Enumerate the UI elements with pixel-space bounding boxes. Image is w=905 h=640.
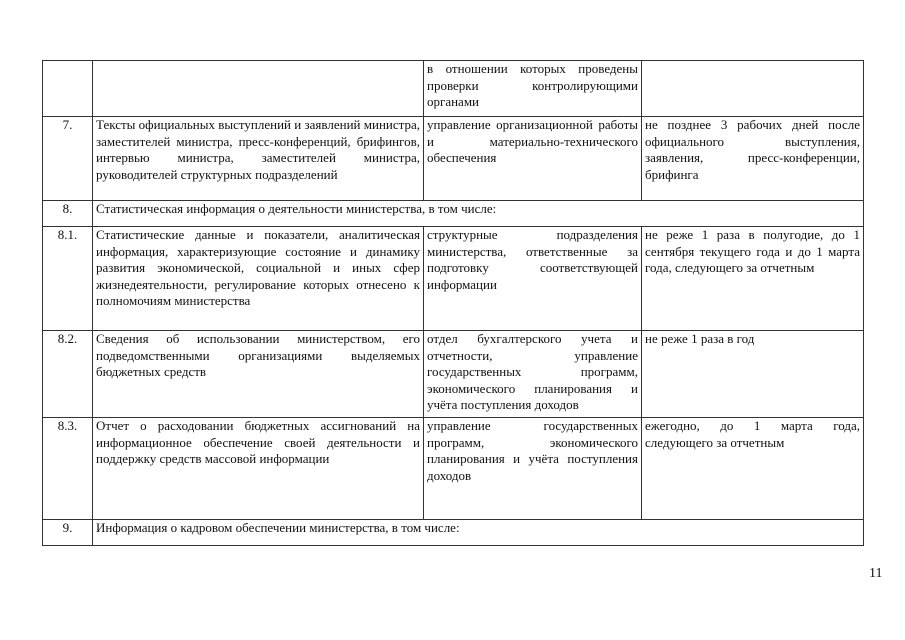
row-number: 7.: [43, 117, 93, 201]
row-number: 8.1.: [43, 227, 93, 331]
row-deadline: ежегодно, до 1 марта года, следующего за отчетным: [642, 418, 864, 520]
table-row: [43, 227, 864, 331]
row-responsible: в отношении которых проведены проверки контролирующими органами: [424, 61, 642, 117]
table-row: [43, 331, 864, 418]
row-number: 8.: [43, 201, 93, 227]
row-number: 8.2.: [43, 331, 93, 418]
document-table: [42, 60, 864, 546]
row-deadline: не реже 1 раза в полугодие, до 1 сентября текущего года и до 1 марта года, следующего за отчетным: [642, 227, 864, 331]
row-number: 8.3.: [43, 418, 93, 520]
section-row: [43, 201, 864, 227]
row-deadline: не позднее 3 рабочих дней после официального выступления, заявления, пресс-конференции, брифинга: [642, 117, 864, 201]
row-deadline: не реже 1 раза в год: [642, 331, 864, 418]
table-row: [43, 61, 864, 117]
section-heading: Статистическая информация о деятельности министерства, в том числе:: [93, 201, 864, 227]
row-deadline: [642, 61, 864, 117]
table-row: [43, 117, 864, 201]
section-row: [43, 520, 864, 546]
row-number: 9.: [43, 520, 93, 546]
row-responsible: управление организационной работы и материально-технического обеспечения: [424, 117, 642, 201]
row-description: Статистические данные и показатели, аналитическая информация, характеризующие состояние и динамику развития экономической, социальной и иных сфер жизнедеятельности, регулирование которых отнесено к полномочиям министерства: [93, 227, 424, 331]
row-responsible: структурные подразделения министерства, ответственные за подготовку соответствующей информации: [424, 227, 642, 331]
row-responsible: управление государственных программ, экономического планирования и учёта поступления доходов: [424, 418, 642, 520]
section-heading: Информация о кадровом обеспечении министерства, в том числе:: [93, 520, 864, 546]
table-row: [43, 418, 864, 520]
row-description: Сведения об использовании министерством, его подведомственными организациями выделяемых бюджетных средств: [93, 331, 424, 418]
row-responsible: отдел бухгалтерского учета и отчетности, управление государственных программ, экономического планирования и учёта поступления доходов: [424, 331, 642, 418]
row-description: Отчет о расходовании бюджетных ассигнований на информационное обеспечение своей деятельности и поддержку средств массовой информации: [93, 418, 424, 520]
row-number: [43, 61, 93, 117]
row-description: Тексты официальных выступлений и заявлений министра, заместителей министра, пресс-конференций, брифингов, интервью министра, заместителей министра, руководителей структурных подразделений: [93, 117, 424, 201]
page-number: 11: [869, 566, 883, 581]
row-description: [93, 61, 424, 117]
